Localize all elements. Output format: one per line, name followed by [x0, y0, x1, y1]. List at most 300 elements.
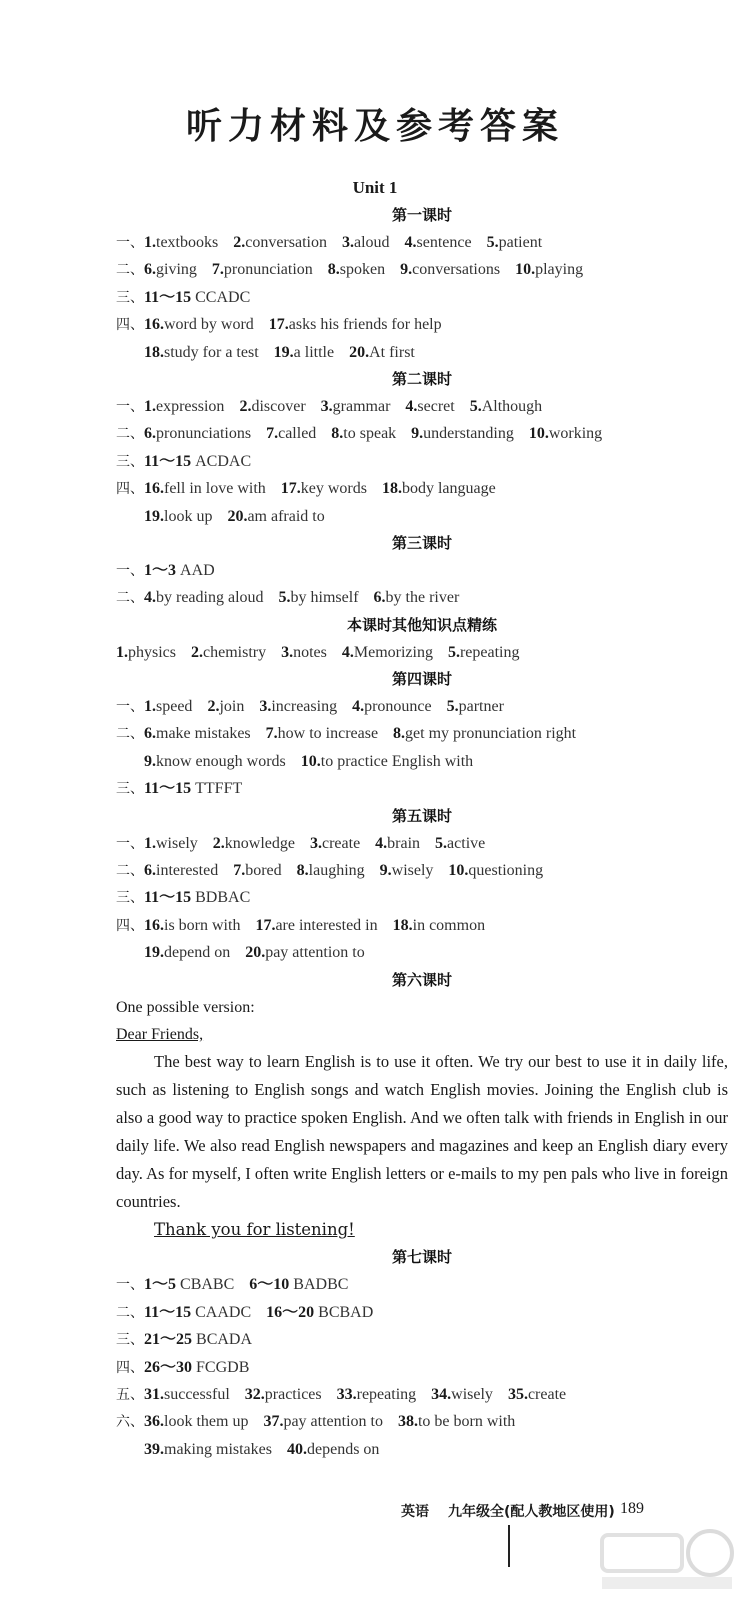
answer-text: asks his friends for help — [288, 316, 442, 334]
answer-item — [281, 644, 327, 661]
answer-number: 8. — [296, 862, 309, 880]
answer-item — [144, 425, 251, 442]
answer-number: 1. — [144, 397, 156, 415]
answer-number: 4. — [404, 234, 417, 251]
question-part-label: 一、 — [116, 699, 144, 716]
answer-text: expression — [156, 397, 225, 415]
answer-item — [435, 835, 485, 852]
answer-text: body language — [401, 480, 496, 498]
answer-line — [116, 857, 728, 884]
answer-text: pay attention to — [265, 944, 365, 962]
answer-number: 11～15 — [144, 452, 192, 470]
answer-number: 20. — [245, 944, 266, 962]
answer-text: working — [548, 425, 603, 443]
answer-item — [269, 316, 442, 333]
answer-number: 6～10 — [249, 1276, 290, 1294]
answer-number: 3. — [341, 234, 354, 251]
answer-text: repeating — [356, 1385, 417, 1403]
answer-text: are interested in — [275, 916, 378, 934]
answer-text: speed — [156, 698, 193, 716]
answer-item — [144, 1386, 230, 1403]
answer-text: TTFFT — [195, 780, 243, 798]
answer-number: 37. — [263, 1413, 284, 1431]
answer-item — [144, 1413, 248, 1430]
answer-number: 4. — [405, 397, 418, 415]
question-part-label: 三、 — [116, 890, 144, 907]
answer-item — [213, 835, 295, 852]
question-part-label: 二、 — [116, 863, 144, 880]
answer-line — [116, 884, 728, 911]
answer-number: 6. — [144, 862, 156, 880]
unit-heading: Unit 1 — [352, 178, 398, 197]
answer-text: pay attention to — [283, 1413, 383, 1431]
answer-text: get my pronunciation right — [405, 725, 577, 743]
answer-text: partner — [458, 698, 504, 716]
answer-item — [297, 862, 365, 879]
answer-item — [207, 698, 244, 715]
answer-item — [398, 1413, 515, 1430]
answer-number: 2. — [212, 834, 225, 852]
answer-item — [144, 725, 251, 742]
answer-item — [144, 1359, 249, 1376]
answer-number: 10. — [448, 862, 469, 880]
answer-number: 10. — [300, 752, 321, 770]
question-part-label: 二、 — [116, 1304, 144, 1321]
answer-item — [374, 589, 460, 606]
answer-text: physics — [128, 643, 176, 661]
answer-text: to be born with — [417, 1413, 516, 1431]
question-part-label: 二、 — [116, 590, 144, 607]
answer-number: 1～5 — [144, 1276, 177, 1294]
essay-intro: One possible version: — [116, 998, 255, 1016]
answer-item — [144, 753, 286, 770]
answer-line — [116, 557, 728, 584]
answer-number: 11～15 — [144, 889, 192, 907]
answer-text: AAD — [180, 561, 215, 579]
answer-number: 35. — [507, 1385, 528, 1403]
answer-number: 8. — [327, 261, 340, 279]
page-footer — [0, 1497, 750, 1525]
answer-text: BCBAD — [318, 1303, 374, 1321]
answer-number: 9. — [411, 425, 424, 443]
answer-text: pronunciations — [156, 425, 252, 443]
answer-text: by himself — [290, 589, 359, 607]
answer-item — [393, 917, 485, 934]
answer-item — [144, 508, 212, 525]
question-part-label: 二、 — [116, 726, 144, 743]
answer-text: aloud — [353, 234, 390, 251]
essay-section — [116, 967, 728, 1245]
answer-number: 2. — [233, 234, 246, 251]
answer-text: brain — [387, 834, 421, 852]
answer-item — [508, 1386, 566, 1403]
answer-text: pronounce — [364, 698, 432, 716]
answer-text: join — [219, 698, 245, 716]
essay-body: The best way to learn English is to use it often. We try our best to use it in daily life, such as listening to English songs and watch English movies. Joining the English club is also a good way to practice spoken English. And we often talk with friends in English in our daily life. We also read English newspapers and magazines and keep an English diary every day. As for myself, I often write English letters or e-mails to my pen pals who live in foreign countries. — [116, 1052, 728, 1212]
answer-text: key words — [300, 480, 367, 498]
answer-item — [281, 480, 367, 497]
answer-line — [116, 311, 728, 338]
essay-salutation: Dear Friends, — [116, 1025, 204, 1043]
answer-item — [349, 344, 415, 361]
page-title: 听力材料及参考答案 — [185, 105, 564, 147]
answer-number: 6. — [144, 261, 156, 279]
question-part-label: 一、 — [116, 398, 144, 415]
answer-number: 5. — [486, 234, 499, 251]
answer-number: 10. — [528, 425, 549, 443]
answer-item — [431, 1386, 493, 1403]
answer-text: understanding — [423, 425, 514, 443]
answer-text: playing — [535, 261, 584, 279]
answer-text: active — [447, 834, 486, 852]
answer-item — [400, 261, 500, 278]
answer-item — [301, 753, 473, 770]
answer-line — [116, 229, 728, 256]
answer-item — [245, 944, 365, 961]
answer-number: 2. — [239, 397, 252, 415]
question-part-label: 五、 — [116, 1386, 144, 1403]
answer-item — [144, 1441, 272, 1458]
answer-line — [116, 775, 728, 802]
answer-item — [310, 835, 360, 852]
answer-item — [144, 1276, 234, 1293]
answer-number: 17. — [280, 480, 301, 498]
answer-line — [116, 830, 728, 857]
answer-line — [116, 1326, 728, 1353]
answer-item — [144, 562, 215, 579]
answer-item — [144, 944, 230, 961]
answer-text: look up — [164, 507, 213, 525]
answer-number: 36. — [144, 1413, 164, 1431]
answer-line — [116, 748, 728, 775]
answer-text: fell in love with — [164, 480, 266, 498]
answer-item — [233, 862, 281, 879]
answer-text: Although — [481, 397, 543, 415]
answer-text: questioning — [468, 862, 544, 880]
answer-item — [405, 234, 472, 251]
answer-line — [116, 393, 728, 420]
answer-text: ACDAC — [195, 452, 252, 470]
answer-text: BADBC — [293, 1276, 349, 1294]
answer-line — [116, 448, 728, 475]
answer-number: 7. — [211, 261, 224, 279]
question-part-label: 四、 — [116, 317, 144, 334]
question-part-label: 三、 — [116, 781, 144, 798]
lesson-heading: 第一课时 — [391, 206, 452, 224]
footer-subject: 英语 — [401, 1504, 429, 1520]
answer-item — [331, 425, 396, 442]
answer-line — [116, 1271, 728, 1298]
answer-item — [227, 508, 324, 525]
answer-sections — [116, 202, 728, 967]
answer-number: 39. — [144, 1440, 164, 1458]
lesson-7-section — [116, 1244, 728, 1463]
answer-text: bored — [245, 862, 282, 880]
answer-text: look them up — [164, 1413, 249, 1431]
answer-line — [116, 693, 728, 720]
answer-item — [144, 234, 218, 251]
answer-item — [116, 644, 176, 661]
answer-number: 10. — [515, 261, 536, 279]
answer-item — [352, 698, 432, 715]
answer-item — [144, 480, 266, 497]
answer-item — [342, 644, 433, 661]
answer-item — [487, 234, 543, 251]
answer-text: CBABC — [180, 1276, 235, 1294]
answer-number: 7. — [266, 425, 279, 443]
answer-item — [470, 398, 542, 415]
answer-line — [116, 720, 728, 747]
answer-line — [116, 912, 728, 939]
answer-item — [144, 698, 192, 715]
answer-item — [380, 862, 434, 879]
answer-text: secret — [417, 397, 455, 415]
answer-text: increasing — [271, 698, 338, 716]
answer-number: 19. — [273, 343, 294, 361]
answer-text: sentence — [416, 234, 472, 251]
question-part-label: 一、 — [116, 235, 144, 251]
answer-text: CCADC — [195, 288, 251, 306]
question-part-label: 六、 — [116, 1414, 144, 1431]
answer-text: wisely — [451, 1385, 493, 1403]
answer-line — [116, 284, 728, 311]
answer-item — [255, 917, 377, 934]
answer-number: 31. — [144, 1385, 164, 1403]
answer-item — [405, 398, 454, 415]
answer-item — [411, 425, 514, 442]
answer-number: 38. — [397, 1413, 418, 1431]
answer-item — [375, 835, 420, 852]
answer-text: practices — [264, 1385, 322, 1403]
lesson-heading: 第五课时 — [391, 806, 452, 825]
answer-item — [249, 1276, 348, 1293]
answer-item — [212, 261, 313, 278]
answer-item — [279, 589, 359, 606]
answer-number: 5. — [435, 834, 448, 852]
answer-number: 1. — [144, 834, 156, 852]
answer-line — [116, 1408, 728, 1435]
answer-text: laughing — [308, 862, 365, 880]
answer-item — [447, 698, 504, 715]
answer-text: make mistakes — [156, 725, 251, 743]
lesson-heading: 第四课时 — [391, 670, 452, 689]
answer-number: 5. — [469, 397, 482, 415]
answer-text: chemistry — [203, 643, 267, 661]
answer-number: 4. — [352, 698, 365, 716]
answer-text: how to increase — [277, 725, 379, 743]
lesson-heading: 第七课时 — [391, 1248, 452, 1267]
question-part-label: 四、 — [116, 481, 144, 498]
answer-text: interested — [156, 862, 219, 880]
answer-line — [116, 1381, 728, 1408]
answer-item — [144, 1331, 252, 1348]
answer-number: 1～3 — [144, 561, 177, 579]
answer-number: 3. — [259, 698, 272, 716]
answer-text: FCGDB — [196, 1358, 250, 1376]
answer-item — [274, 344, 334, 361]
answer-number: 20. — [349, 343, 370, 361]
answer-item — [144, 453, 251, 470]
answer-number: 11～15 — [144, 780, 192, 798]
answer-text: called — [278, 425, 317, 443]
question-part-label: 一、 — [116, 1277, 144, 1294]
answer-line — [116, 584, 728, 611]
answer-text: depends on — [306, 1440, 380, 1458]
answer-number: 16. — [144, 480, 164, 498]
answer-number: 4. — [144, 589, 156, 607]
answer-number: 2. — [191, 643, 203, 661]
answer-text: to practice English with — [320, 752, 474, 770]
answer-number: 16. — [144, 916, 164, 934]
answer-text: patient — [498, 234, 543, 251]
question-part-label: 三、 — [116, 289, 144, 306]
answer-text: Memorizing — [353, 643, 433, 661]
answer-number: 9. — [379, 862, 392, 880]
answer-number: 7. — [233, 862, 246, 880]
answer-text: repeating — [459, 643, 520, 661]
answer-text: know enough words — [156, 752, 286, 770]
answer-text: discover — [251, 397, 306, 415]
answer-number: 3. — [309, 834, 322, 852]
answer-number: 5. — [447, 643, 460, 661]
answer-text: by reading aloud — [156, 589, 264, 607]
answer-line — [116, 1299, 728, 1326]
answer-number: 21～25 — [144, 1331, 193, 1349]
answer-item — [448, 862, 543, 879]
answer-item — [529, 425, 602, 442]
answer-text: word by word — [164, 316, 254, 334]
answer-item — [266, 1304, 373, 1321]
question-part-label: 三、 — [116, 453, 144, 470]
answer-item — [239, 398, 305, 415]
answer-item — [144, 917, 240, 934]
answer-number: 5. — [278, 589, 291, 607]
answer-item — [144, 261, 197, 278]
footer-grade: 九年级全(配人教地区使用) — [448, 1504, 615, 1520]
answer-number: 5. — [446, 698, 459, 716]
answer-number: 33. — [336, 1385, 357, 1403]
answer-number: 26～30 — [144, 1358, 193, 1376]
answer-text: study for a test — [164, 343, 259, 361]
answer-item — [233, 234, 327, 251]
answer-number: 3. — [281, 643, 294, 661]
answer-item — [337, 1386, 417, 1403]
question-part-label: 四、 — [116, 1359, 144, 1376]
question-part-label: 二、 — [116, 426, 144, 443]
answer-number: 11～15 — [144, 288, 192, 306]
answer-text: wisely — [156, 834, 198, 852]
question-part-label: 三、 — [116, 1332, 144, 1349]
answer-text: making mistakes — [164, 1440, 272, 1458]
answer-line — [116, 1436, 728, 1463]
answer-text: BCADA — [196, 1331, 253, 1349]
answer-line — [116, 256, 728, 283]
answer-item — [515, 261, 583, 278]
answer-number: 6. — [144, 425, 156, 443]
answer-text: a little — [293, 343, 335, 361]
answer-text: wisely — [391, 862, 434, 880]
answer-item — [321, 398, 391, 415]
answer-text: create — [321, 834, 361, 852]
answer-text: am afraid to — [247, 507, 325, 525]
answer-number: 17. — [268, 316, 289, 334]
answer-number: 17. — [255, 916, 276, 934]
answer-text: knowledge — [224, 834, 295, 852]
answer-item — [144, 889, 250, 906]
answer-text: At first — [369, 343, 415, 361]
answer-text: successful — [164, 1385, 230, 1403]
answer-item — [382, 480, 496, 497]
lesson-heading: 第三课时 — [391, 533, 452, 552]
answer-text: conversations — [412, 261, 501, 279]
answer-number: 11～15 — [144, 1303, 192, 1321]
essay-closing: Thank you for listening! — [154, 1220, 355, 1240]
answer-number: 7. — [265, 725, 278, 743]
answer-line — [116, 339, 728, 366]
answer-text: to speak — [343, 425, 397, 443]
answer-text: giving — [156, 261, 197, 279]
answer-item — [144, 835, 198, 852]
answer-item — [342, 234, 390, 251]
answer-line — [116, 939, 728, 966]
answer-item — [245, 1386, 322, 1403]
answer-number: 18. — [381, 480, 402, 498]
answer-item — [191, 644, 266, 661]
answer-number: 6. — [373, 589, 386, 607]
answer-number: 1. — [116, 643, 128, 661]
answer-item — [144, 316, 254, 333]
answer-text: conversation — [245, 234, 327, 251]
answer-number: 9. — [400, 261, 413, 279]
answer-number: 34. — [431, 1385, 452, 1403]
answer-text: by the river — [385, 589, 460, 607]
answer-number: 6. — [144, 725, 156, 743]
answer-text: notes — [293, 643, 327, 661]
watermark-logo-icon — [592, 1525, 742, 1595]
answer-item — [287, 1441, 379, 1458]
answer-number: 3. — [320, 397, 333, 415]
answer-item — [144, 398, 224, 415]
answer-number: 16. — [144, 316, 164, 334]
answer-number: 1. — [144, 234, 156, 251]
question-part-label: 二、 — [116, 262, 144, 279]
answer-number: 19. — [144, 507, 164, 525]
answer-item — [144, 589, 264, 606]
lesson-heading: 本课时其他知识点精练 — [346, 615, 497, 634]
answer-text: pronunciation — [223, 261, 313, 279]
answer-text: BDBAC — [195, 889, 251, 907]
answer-item — [144, 344, 259, 361]
answer-content — [116, 202, 728, 1463]
answer-item — [448, 644, 520, 661]
answer-number: 32. — [244, 1385, 265, 1403]
answer-item — [144, 1304, 251, 1321]
question-part-label: 四、 — [116, 917, 144, 934]
answer-item — [393, 725, 576, 742]
answer-line — [116, 503, 728, 530]
lesson-heading: 第六课时 — [391, 970, 452, 989]
answer-line — [116, 1354, 728, 1381]
answer-line — [116, 475, 728, 502]
answer-item — [144, 862, 218, 879]
footer-divider — [508, 1525, 510, 1567]
answer-number: 19. — [144, 944, 164, 962]
answer-number: 20. — [227, 507, 248, 525]
answer-text: in common — [412, 916, 486, 934]
answer-item — [144, 780, 242, 797]
answer-number: 4. — [341, 643, 354, 661]
answer-number: 8. — [331, 425, 344, 443]
